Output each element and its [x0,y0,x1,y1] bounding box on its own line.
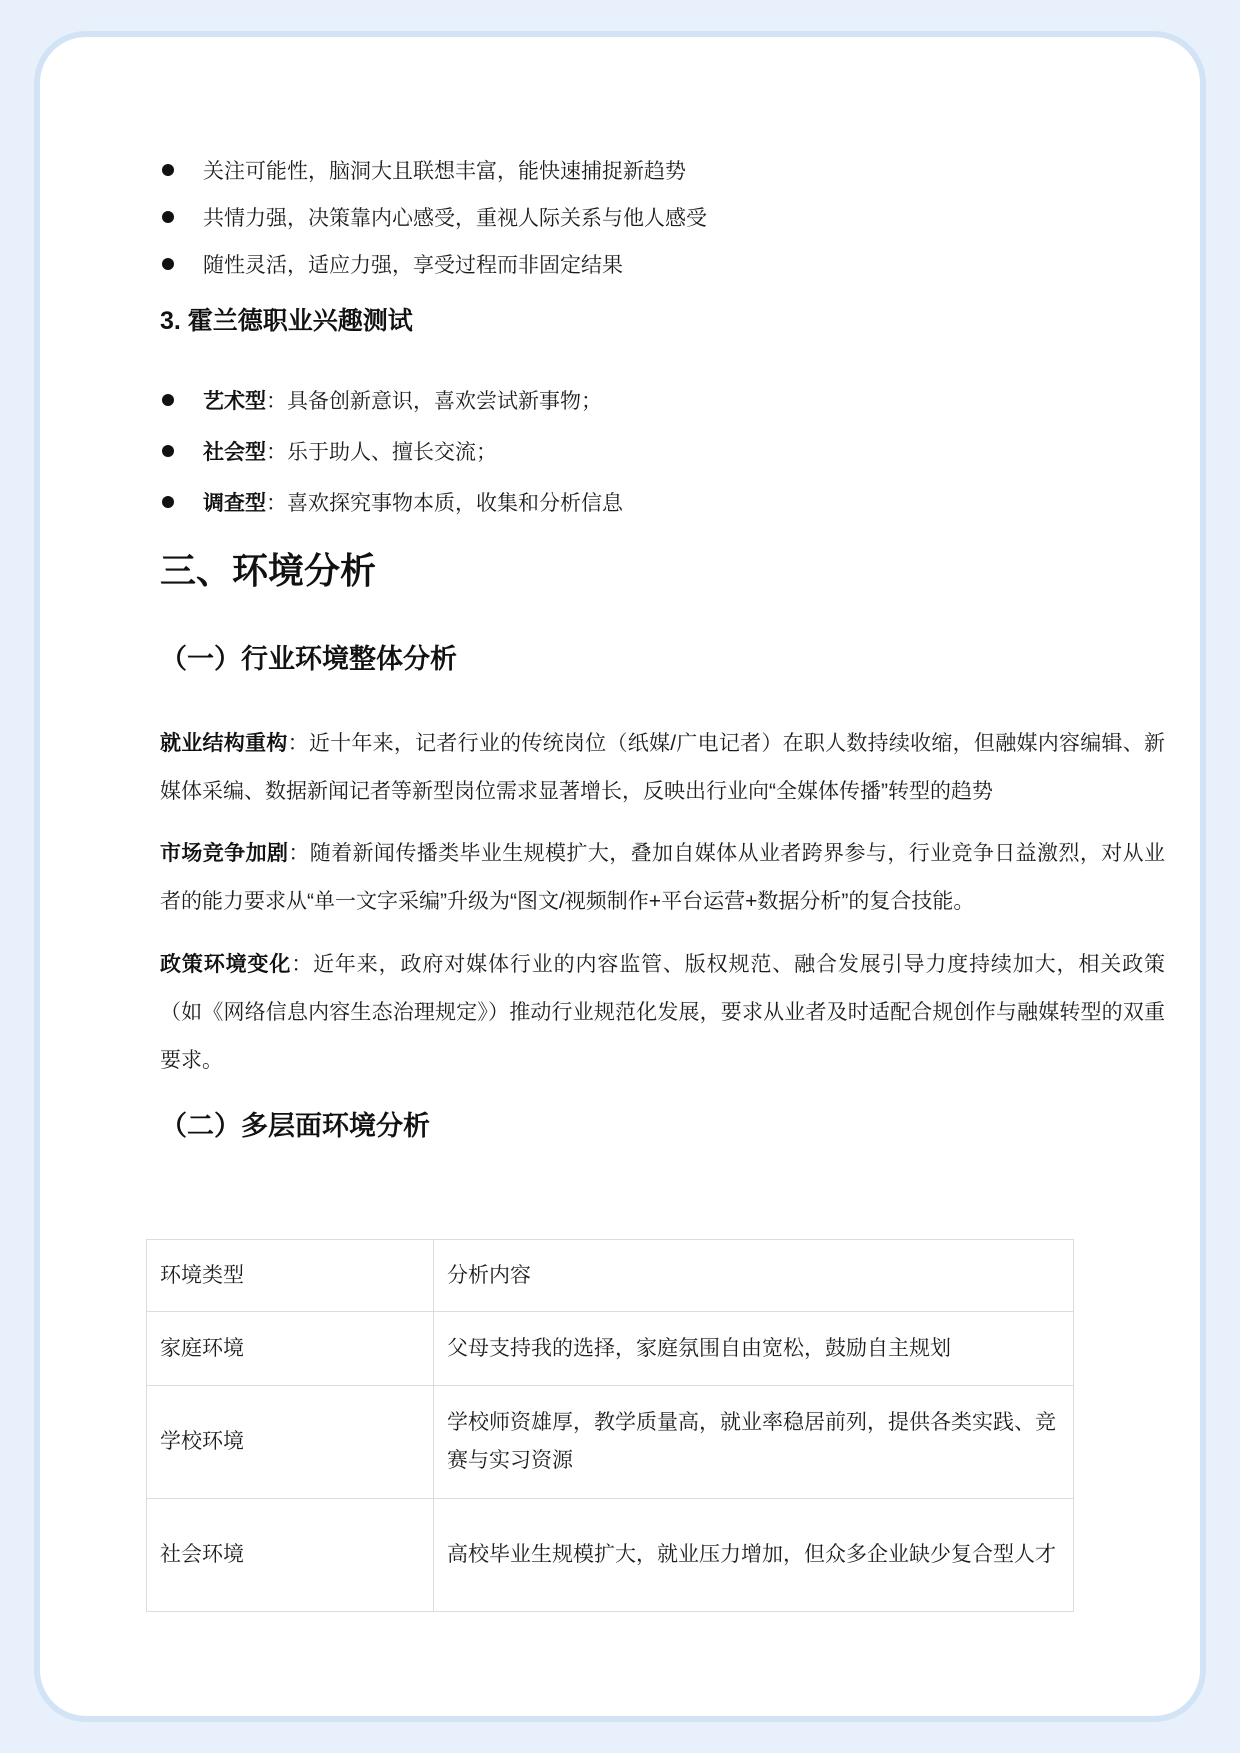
paragraph-employment-structure [160,720,1165,816]
paragraph-label: 市场竞争加剧 [160,842,289,865]
environment-analysis-table [146,1239,1074,1612]
list-item-text: ：具备创新意识，喜欢尝试新事物； [266,389,602,413]
bullet-dot-icon [162,211,174,223]
list-item-text: ：乐于助人、擅长交流； [266,440,497,464]
bullet-dot-icon [162,496,174,508]
table-cell: 社会环境 [147,1499,434,1612]
list-item [160,240,1165,287]
bullet-dot-icon [162,258,174,270]
table-cell: 家庭环境 [147,1312,434,1386]
list-item [160,374,1165,425]
table-cell: 高校毕业生规模扩大，就业压力增加，但众多企业缺少复合型人才 [434,1499,1074,1612]
paragraph-label: 政策环境变化 [160,953,292,976]
table-header-cell: 分析内容 [434,1240,1074,1312]
paragraph-text: ：随着新闻传播类毕业生规模扩大，叠加自媒体从业者跨界参与，行业竞争日益激烈，对从业者的能力要求从“单一文字采编”升级为“图文/视频制作+平台运营+数据分析”的复合技能。 [160,842,1166,913]
list-item-text: ：喜欢探究事物本质，收集和分析信息 [266,491,623,515]
list-item-text: 共情力强，决策靠内心感受，重视人际关系与他人感受 [203,206,707,230]
paragraph-text: ：近年来，政府对媒体行业的内容监管、版权规范、融合发展引导力度持续加大，相关政策（如《网络信息内容生态治理规定》）推动行业规范化发展，要求从业者及时适配合规创作与融媒转型的双重要求。 [160,953,1165,1072]
holland-test-heading: 3. 霍兰德职业兴趣测试 [160,307,413,335]
list-item-label: 社会型 [203,440,266,464]
document-content [160,146,1165,1612]
table-header-row [147,1240,1074,1312]
holland-bullet-list [160,374,1165,527]
table-cell: 父母支持我的选择，家庭氛围自由宽松，鼓励自主规划 [434,1312,1074,1386]
subsection-title-multilevel: （二）多层面环境分析 [160,1111,430,1141]
table-header-cell: 环境类型 [147,1240,434,1312]
paragraph-policy-environment [160,941,1165,1085]
table-row [147,1312,1074,1386]
paragraph-label: 就业结构重构 [160,732,288,755]
bullet-dot-icon [162,394,174,406]
list-item-text: 关注可能性，脑洞大且联想丰富，能快速捕捉新趋势 [203,159,686,183]
table-cell: 学校师资雄厚，教学质量高，就业率稳居前列，提供各类实践、竞赛与实习资源 [434,1386,1074,1499]
list-item [160,425,1165,476]
table-cell: 学校环境 [147,1386,434,1499]
subsection-title-industry: （一）行业环境整体分析 [160,644,457,674]
list-item-text: 随性灵活，适应力强，享受过程而非固定结果 [203,253,623,277]
section-title-environment: 三、环境分析 [160,550,377,591]
paragraph-market-competition [160,830,1165,926]
list-item [160,146,1165,193]
list-item [160,193,1165,240]
list-item-label: 艺术型 [203,389,266,413]
table-row [147,1499,1074,1612]
list-item [160,476,1165,527]
paragraph-text: ：近十年来，记者行业的传统岗位（纸媒/广电记者）在职人数持续收缩，但融媒内容编辑、新媒体采编、数据新闻记者等新型岗位需求显著增长，反映出行业向“全媒体传播”转型的趋势 [160,732,1165,803]
bullet-dot-icon [162,164,174,176]
list-item-label: 调查型 [203,491,266,515]
document-page [34,31,1206,1722]
personality-bullet-list [160,146,1165,287]
table-row [147,1386,1074,1499]
bullet-dot-icon [162,445,174,457]
